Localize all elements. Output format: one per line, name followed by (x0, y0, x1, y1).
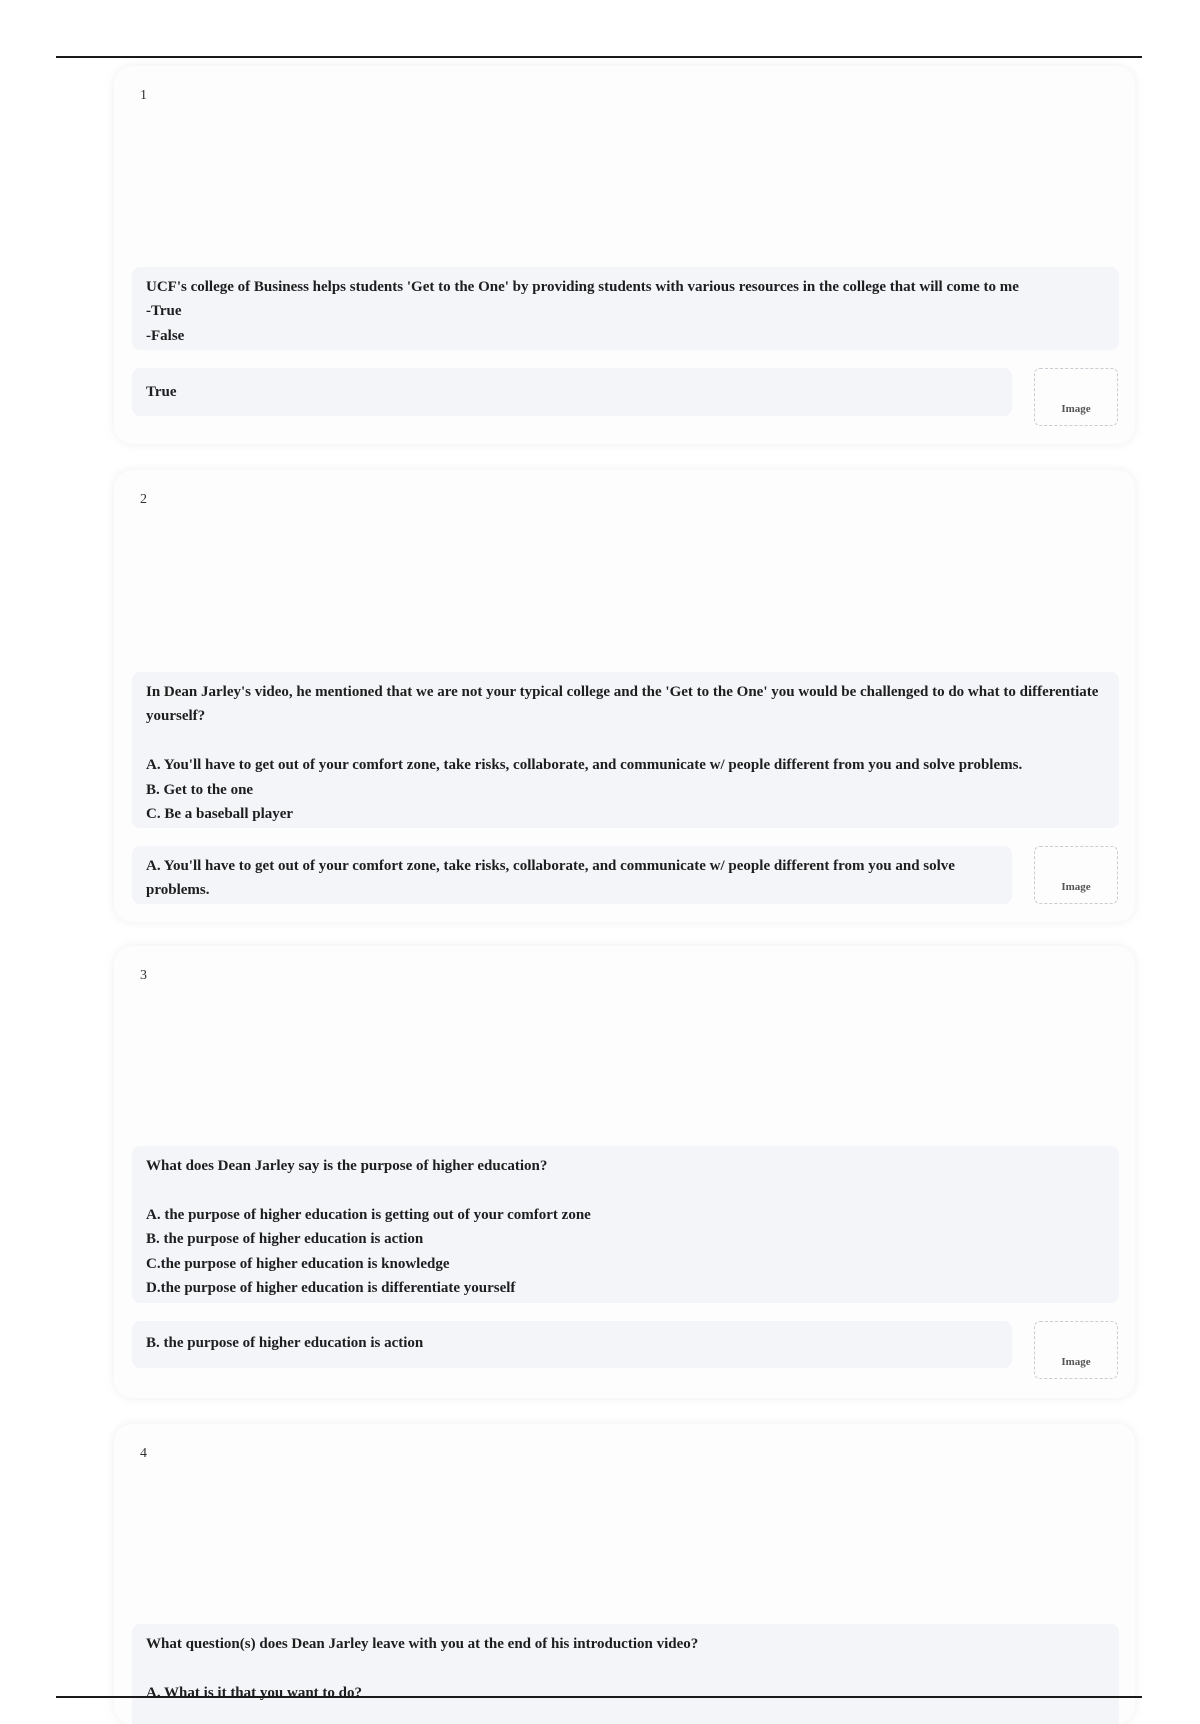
image-upload-slot[interactable]: Image (1034, 368, 1118, 426)
answer-text: B. the purpose of higher education is action (132, 1321, 1012, 1368)
top-rule (56, 56, 1142, 58)
flashcard (114, 1424, 1135, 1724)
card-number: 4 (140, 1446, 147, 1461)
answer-text: True (132, 368, 1012, 416)
question-text: UCF's college of Business helps students 'Get to the One' by providing students with various resources in the college that will come to me -True -False (132, 267, 1119, 350)
bottom-rule (56, 1696, 1142, 1698)
answer-text: A. You'll have to get out of your comfort zone, take risks, collaborate, and communicate w/ people different from you and solve problems. (132, 846, 1012, 904)
flashcard (114, 470, 1135, 922)
card-number: 3 (140, 968, 147, 983)
flashcard (114, 66, 1135, 444)
flashcard (114, 946, 1135, 1398)
question-text: What question(s) does Dean Jarley leave with you at the end of his introduction video? A. What is it that you want to do? (132, 1624, 1119, 1724)
question-text: In Dean Jarley's video, he mentioned that we are not your typical college and the 'Get to the One' you would be challenged to do what to differentiate yourself? A. You'll have to get out of your comfort zone, take risks, collaborate, and communicate w/ people different from you and solve problems. B. Get to the one C. Be a baseball player (132, 672, 1119, 828)
image-upload-slot[interactable]: Image (1034, 1321, 1118, 1379)
card-number: 2 (140, 492, 147, 507)
image-upload-slot[interactable]: Image (1034, 846, 1118, 904)
card-number: 1 (140, 88, 147, 103)
question-text: What does Dean Jarley say is the purpose of higher education? A. the purpose of higher education is getting out of your comfort zone B. the purpose of higher education is action C.the purpose of higher education is knowledge D.the purpose of higher education is differentiate yourself (132, 1146, 1119, 1303)
